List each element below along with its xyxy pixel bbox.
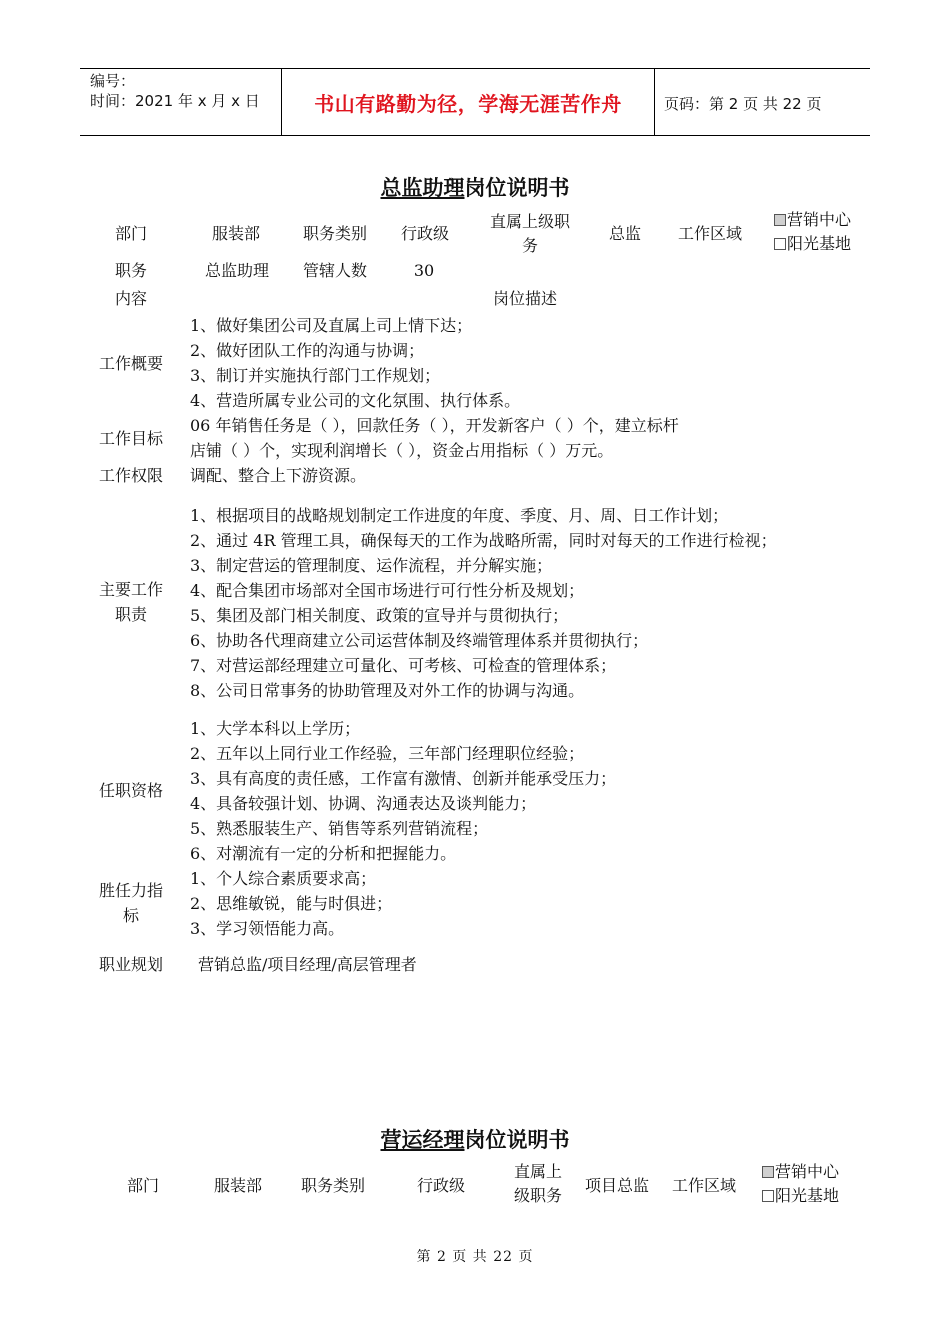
list-item: 7、对营运部经理建立可量化、可考核、可检查的管理体系； xyxy=(190,656,617,675)
authority-label: 工作权限 xyxy=(98,466,163,485)
area-option-label: 阳光基地 xyxy=(775,1186,840,1205)
duties-label-line2: 职责 xyxy=(114,605,147,624)
superior-label xyxy=(480,210,580,258)
overview-label: 工作概要 xyxy=(98,354,163,373)
time-label: 时间：2021 年 x 月 x 日 xyxy=(90,92,260,110)
category-value: 行政级 xyxy=(416,1176,465,1195)
number-label: 编号： xyxy=(90,72,136,90)
list-item: 4、营造所属专业公司的文化氛围、执行体系。 xyxy=(190,391,521,410)
area-option-marketing[interactable] xyxy=(774,208,851,232)
list-item: 3、制定营运的管理制度、运作流程，并分解实施； xyxy=(190,556,553,575)
goal-label: 工作目标 xyxy=(98,429,163,448)
list-item: 6、对潮流有一定的分析和把握能力。 xyxy=(190,844,457,863)
page-header xyxy=(80,68,870,136)
category-label: 职务类别 xyxy=(302,224,367,243)
page-info: 页码：第 2 页 共 22 页 xyxy=(664,95,822,113)
superior-label-line1: 直属上级职 xyxy=(489,212,570,231)
dept-value: 服装部 xyxy=(213,1176,262,1195)
career-text: 营销总监/项目经理/高层管理者 xyxy=(198,955,417,974)
goal-text xyxy=(190,413,679,463)
position-value: 总监助理 xyxy=(204,261,269,280)
qualifications-list xyxy=(190,716,616,866)
doc1-title-position: 总监助理 xyxy=(380,176,465,200)
checkbox-icon[interactable] xyxy=(762,1190,774,1202)
area-option-label: 阳光基地 xyxy=(787,234,852,253)
header-meta xyxy=(90,71,260,111)
area-option-label: 营销中心 xyxy=(787,210,852,229)
list-item: 2、做好团队工作的沟通与协调； xyxy=(190,341,425,360)
list-item: 1、根据项目的战略规划制定工作进度的年度、季度、月、周、日工作计划； xyxy=(190,506,729,525)
superior-label-line2: 级职务 xyxy=(513,1186,562,1205)
area-options xyxy=(762,1160,839,1208)
position-label: 职务 xyxy=(114,261,147,280)
area-options xyxy=(774,208,851,256)
page-footer: 第 2 页 共 22 页 xyxy=(416,1249,534,1265)
doc1-title xyxy=(0,172,950,202)
list-item: 5、熟悉服装生产、销售等系列营销流程； xyxy=(190,819,489,838)
superior-label xyxy=(502,1160,574,1208)
subordinates-label: 管辖人数 xyxy=(302,261,367,280)
list-item: 4、具备较强计划、协调、沟通表达及谈判能力； xyxy=(190,794,537,813)
list-item: 5、集团及部门相关制度、政策的宣导并与贯彻执行； xyxy=(190,606,569,625)
doc2-title xyxy=(0,1124,950,1154)
checkbox-icon[interactable] xyxy=(762,1166,774,1178)
category-value: 行政级 xyxy=(400,224,449,243)
area-option-label: 营销中心 xyxy=(775,1162,840,1181)
checkbox-icon[interactable] xyxy=(774,214,786,226)
goal-line: 06 年销售任务是（ ），回款任务（ ），开发新客户（ ）个，建立标杆 xyxy=(190,416,679,435)
dept-label: 部门 xyxy=(126,1176,159,1195)
list-item: 8、公司日常事务的协助管理及对外工作的协调与沟通。 xyxy=(190,681,585,700)
list-item: 1、个人综合素质要求高； xyxy=(190,869,377,888)
list-item: 2、五年以上同行业工作经验，三年部门经理职位经验； xyxy=(190,744,585,763)
dept-value: 服装部 xyxy=(211,224,260,243)
area-label: 工作区域 xyxy=(677,224,742,243)
checkbox-icon[interactable] xyxy=(774,238,786,250)
superior-value: 总监 xyxy=(608,224,641,243)
competency-label xyxy=(90,878,172,928)
list-item: 2、思维敏锐，能与时俱进； xyxy=(190,894,393,913)
duties-list xyxy=(190,503,777,703)
list-item: 2、通过 4R 管理工具，确保每天的工作为战略所需，同时对每天的工作进行检视； xyxy=(190,531,777,550)
list-item: 3、具有高度的责任感，工作富有激情、创新并能承受压力； xyxy=(190,769,617,788)
overview-list xyxy=(190,313,520,413)
doc1-title-rest: 岗位说明书 xyxy=(464,176,570,200)
content-label: 内容 xyxy=(114,289,147,308)
superior-label-line1: 直属上 xyxy=(513,1162,562,1181)
list-item: 6、协助各代理商建立公司运营体制及终端管理体系并贯彻执行； xyxy=(190,631,649,650)
doc2-title-position: 营运经理 xyxy=(380,1128,465,1152)
area-option-base[interactable] xyxy=(774,232,851,256)
header-motto-cell xyxy=(281,69,655,136)
list-item: 4、配合集团市场部对全国市场进行可行性分析及规划； xyxy=(190,581,585,600)
area-label: 工作区域 xyxy=(671,1176,736,1195)
doc2-title-rest: 岗位说明书 xyxy=(464,1128,570,1152)
description-label: 岗位描述 xyxy=(492,289,557,308)
career-label: 职业规划 xyxy=(98,955,163,974)
authority-text: 调配、整合上下游资源。 xyxy=(190,466,367,485)
area-option-base[interactable] xyxy=(762,1184,839,1208)
subordinates-value: 30 xyxy=(413,261,435,280)
qualifications-label: 任职资格 xyxy=(98,781,163,800)
superior-label-line2: 务 xyxy=(521,236,538,255)
competency-label-line1: 胜任力指 xyxy=(98,881,163,900)
competency-list xyxy=(190,866,392,941)
list-item: 3、学习领悟能力高。 xyxy=(190,919,345,938)
area-option-marketing[interactable] xyxy=(762,1160,839,1184)
list-item: 1、大学本科以上学历； xyxy=(190,719,361,738)
dept-label: 部门 xyxy=(114,224,147,243)
list-item: 1、做好集团公司及直属上司上情下达； xyxy=(190,316,473,335)
duties-label xyxy=(90,577,172,627)
goal-line: 店铺（ ）个，实现利润增长（ ），资金占用指标（ ）万元。 xyxy=(190,441,614,460)
competency-label-line2: 标 xyxy=(122,906,139,925)
category-label: 职务类别 xyxy=(300,1176,365,1195)
motto: 书山有路勤为径，学海无涯苦作舟 xyxy=(314,92,622,116)
superior-value: 项目总监 xyxy=(584,1176,649,1195)
duties-label-line1: 主要工作 xyxy=(98,580,163,599)
list-item: 3、制订并实施执行部门工作规划； xyxy=(190,366,441,385)
